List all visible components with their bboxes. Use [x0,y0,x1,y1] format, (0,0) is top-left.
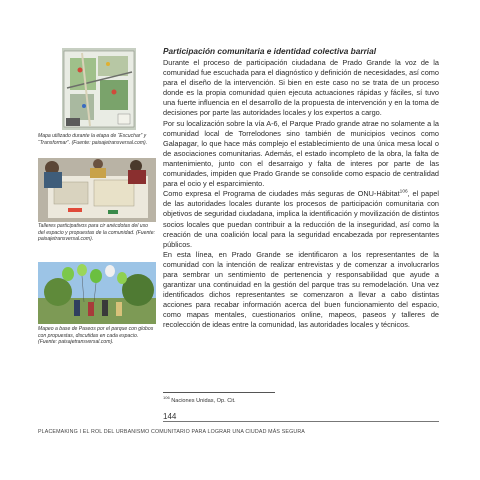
paragraph-2: Por su localización sobre la vía A-6, el Parque Prado grande atrae no solamente a la comunidad local de Torrelodones sino también de municipios vecinos como Galapagar, lo que hace más complejo el establecimiento de una única mesa local o de asociaciones comunitarias. Además, el estado incompleto de la obra, la falta de mantenimiento, junto con el desarraigo y falta de interes por parte de las comunidades, impiden que Prado Grande se consolide como espacio de centralidad para el ocio y el esparcimiento. [163,118,439,189]
figure-workshop-photo [38,158,156,222]
figure-balloons-photo [38,262,156,324]
map-photo-image [62,48,136,130]
footnote [163,395,236,404]
paragraph-3-start: Como expresa el Programa de ciudades más seguras de ONU-Hábitat [163,189,400,199]
section-heading: Participación comunitaria e identidad colectiva barrial [163,46,377,56]
paragraph-4: En esta línea, en Prado Grande se identificaron a los representantes de la comunidad con la intención de realizar entrevistas y de comenzar a involucrarlos para sembrar un sentimiento de pertenencia y responsabilidad que ayude a garantizar una continuidad en la gestión del parque tras su remodelación. Una vez identificados dichos representantes se comenzaron a llevar a cabo distintas acciones para recabar información acerca del buen funcionamiento del espacio, como mapas mentales, cuestionarios online, mapeos, paseos y talleres de recolección de ideas entre la comunidad, las autoridades locales y técnicos. [163,249,439,330]
paragraph-1: Durante el proceso de participación ciudadana de Prado Grande la voz de la comunidad fue escuchada para el diagnóstico y definición de necesidades, así como para el diseño de la intervención. Si bien en este caso no se trata de un proceso donde es la propia comunidad quien ejecuta actuaciones rápidas y fáciles, sí tuvo una fuerte influencia en el desarrollo de la propuesta de intervención y en la toma de decisiones por parte las autoridades locales y los expertos a cargo. [163,58,439,118]
figure-caption-map: Mapa utilizado durante la etapa de “Escuchar” y “Transformar”. (Fuente: paisajetransversal.com). [38,133,148,146]
footnote-text: Naciones Unidas, Op. Cit. [169,397,236,404]
workshop-photo-image [38,158,156,222]
figure-caption-balloons: Mapeo a base de Paseos por el parque con globos con propuestas, discutidas en cada espacio. (Fuente: paisajetransversal.com). [38,326,154,346]
figure-map-photo [62,48,136,130]
footnote-divider [163,392,275,393]
footnote-reference: 106 [399,189,408,195]
running-footer: PLACEMAKING I EL ROL DEL URBANISMO COMUNITARIO PARA LOGRAR UNA CIUDAD MÁS SEGURA [38,429,305,435]
figure-caption-workshop: Talleres participativos para cir anécdotas del uso del espacio y propuestas de la comunidad. (Fuente: paisajetransversal.com). [38,223,155,243]
paragraph-3 [163,189,439,250]
balloons-photo-image [38,262,156,324]
page-number: 144 [163,412,177,421]
paragraph-3-end: , el papel de las autoridades locales durante los procesos de participación comunitaria con objetivos de seguridad ciudadana, implica la identificación y movilización de distintos socios locales que puedan contribuir a la reducción de la inseguridad, así como la creación de una coalición local para la seguridad encabezada por representantes públicos. [163,189,439,249]
footnote-number: 106 [163,395,170,400]
page-number-divider [163,421,439,422]
body-text [163,58,439,331]
